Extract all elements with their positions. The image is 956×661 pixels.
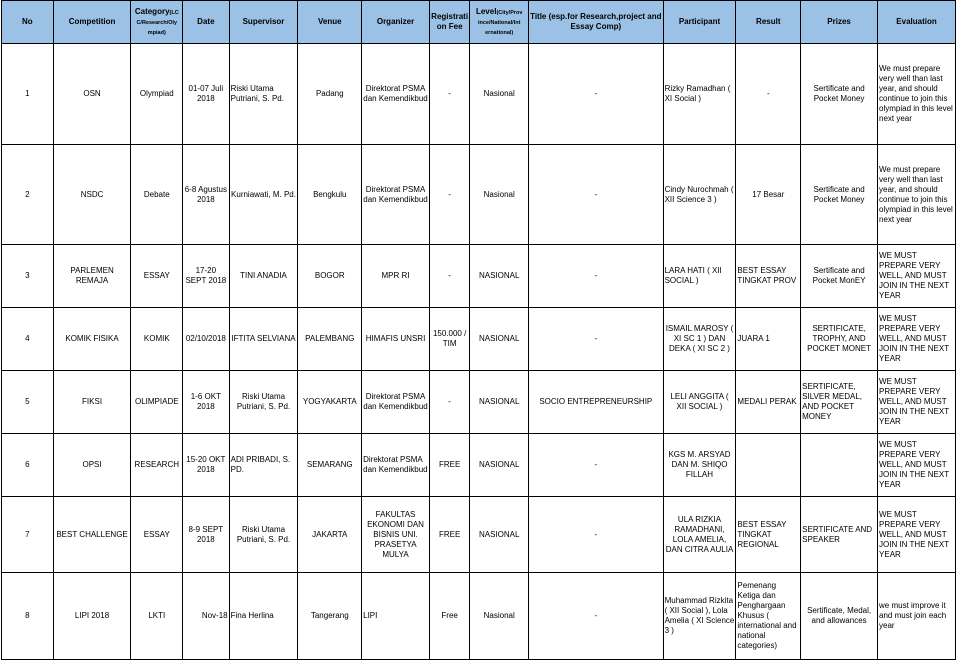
cell-level: Nasional bbox=[470, 145, 529, 245]
cell-date: 8-9 SEPT 2018 bbox=[183, 497, 230, 573]
table-row bbox=[2, 497, 956, 573]
cell-no: 5 bbox=[2, 371, 54, 434]
cell-category: Olympiad bbox=[131, 44, 183, 145]
cell-level: Nasional bbox=[470, 573, 529, 660]
table-row bbox=[2, 145, 956, 245]
cell-participant: ULA RIZKIA RAMADHANI, LOLA AMELIA, DAN CITRA AULIA bbox=[663, 497, 736, 573]
cell-evaluation: WE MUST PREPARE VERY WELL, AND MUST JOIN IN THE NEXT YEAR bbox=[878, 434, 956, 497]
cell-venue: Tangerang bbox=[298, 573, 362, 660]
header-row bbox=[2, 1, 956, 44]
cell-no: 3 bbox=[2, 245, 54, 308]
cell-participant: ISMAIL MAROSY ( XI SC 1 ) DAN DEKA ( XI SC 2 ) bbox=[663, 308, 736, 371]
cell-category: KOMIK bbox=[131, 308, 183, 371]
cell-fee: - bbox=[429, 371, 469, 434]
cell-level: NASIONAL bbox=[470, 434, 529, 497]
cell-supervisor: IFTITA SELVIANA bbox=[229, 308, 298, 371]
cell-no: 4 bbox=[2, 308, 54, 371]
cell-prizes: Sertificate, Medal, and allowances bbox=[801, 573, 878, 660]
cell-prizes: Sertificate and Pocket Money bbox=[801, 145, 878, 245]
cell-organizer: FAKULTAS EKONOMI DAN BISNIS UNI. PRASETYA MULYA bbox=[362, 497, 430, 573]
cell-date: 15-20 OKT 2018 bbox=[183, 434, 230, 497]
table-row bbox=[2, 371, 956, 434]
header-category-main: Category bbox=[134, 7, 170, 16]
cell-evaluation: WE MUST PREPARE VERY WELL, AND MUST JOIN IN THE NEXT YEAR bbox=[878, 497, 956, 573]
cell-title: - bbox=[529, 145, 664, 245]
table-row bbox=[2, 245, 956, 308]
cell-level: NASIONAL bbox=[470, 245, 529, 308]
cell-title: - bbox=[529, 573, 664, 660]
header-supervisor: Supervisor bbox=[229, 1, 298, 44]
header-category-sub: (LC C/Research/Oly mpiad) bbox=[136, 10, 179, 36]
cell-supervisor: Riski Utama Putriani, S. Pd. bbox=[229, 497, 298, 573]
cell-supervisor: Riski Utama Putriani, S. Pd. bbox=[229, 44, 298, 145]
cell-date: 02/10/2018 bbox=[183, 308, 230, 371]
cell-prizes bbox=[801, 434, 878, 497]
cell-venue: SEMARANG bbox=[298, 434, 362, 497]
cell-date: 01-07 Juli 2018 bbox=[183, 44, 230, 145]
cell-participant: Cindy Nurochmah ( XII Science 3 ) bbox=[663, 145, 736, 245]
header-fee: Registrati on Fee bbox=[429, 1, 469, 44]
cell-venue: YOGYAKARTA bbox=[298, 371, 362, 434]
cell-result: - bbox=[736, 44, 801, 145]
cell-evaluation: We must prepare very well than last year, and should continue to join this olympiad in this level next year bbox=[878, 145, 956, 245]
header-venue: Venue bbox=[298, 1, 362, 44]
cell-competition: KOMIK FISIKA bbox=[53, 308, 131, 371]
cell-result: 17 Besar bbox=[736, 145, 801, 245]
cell-category: ESSAY bbox=[131, 497, 183, 573]
cell-organizer: MPR RI bbox=[362, 245, 430, 308]
cell-result: BEST ESSAY TINGKAT PROV bbox=[736, 245, 801, 308]
cell-fee: FREE bbox=[429, 434, 469, 497]
cell-prizes: SERTIFICATE AND SPEAKER bbox=[801, 497, 878, 573]
cell-prizes: SERTIFICATE, TROPHY, AND POCKET MONET bbox=[801, 308, 878, 371]
cell-level: NASIONAL bbox=[470, 497, 529, 573]
cell-date: 6-8 Agustus 2018 bbox=[183, 145, 230, 245]
table-row bbox=[2, 434, 956, 497]
cell-supervisor: Riski Utama Putriani, S. Pd. bbox=[229, 371, 298, 434]
cell-title: SOCIO ENTREPRENEURSHIP bbox=[529, 371, 664, 434]
cell-date: Nov-18 bbox=[183, 573, 230, 660]
cell-competition: LIPI 2018 bbox=[53, 573, 131, 660]
cell-date: 17-20 SEPT 2018 bbox=[183, 245, 230, 308]
header-level-main: Level bbox=[475, 7, 497, 16]
cell-title: - bbox=[529, 434, 664, 497]
cell-evaluation: WE MUST PREPARE VERY WELL, AND MUST JOIN IN THE NEXT YEAR bbox=[878, 371, 956, 434]
cell-title: - bbox=[529, 308, 664, 371]
cell-competition: OSN bbox=[53, 44, 131, 145]
cell-prizes: Sertificate and Pocket Money bbox=[801, 44, 878, 145]
cell-evaluation: we must improve it and must join each year bbox=[878, 573, 956, 660]
cell-participant: LELI ANGGITA ( XII SOCIAL ) bbox=[663, 371, 736, 434]
cell-supervisor: TINI ANADIA bbox=[229, 245, 298, 308]
header-competition: Competition bbox=[53, 1, 131, 44]
header-participant: Participant bbox=[663, 1, 736, 44]
cell-category: Debate bbox=[131, 145, 183, 245]
cell-competition: BEST CHALLENGE bbox=[53, 497, 131, 573]
cell-date: 1-6 OKT 2018 bbox=[183, 371, 230, 434]
cell-participant: LARA HATI ( XII SOCIAL ) bbox=[663, 245, 736, 308]
cell-participant: Muhammad Rizkita ( XII Social ), Lola Amelia ( XI Science 3 ) bbox=[663, 573, 736, 660]
cell-title: - bbox=[529, 497, 664, 573]
cell-fee: - bbox=[429, 145, 469, 245]
cell-competition: NSDC bbox=[53, 145, 131, 245]
cell-venue: BOGOR bbox=[298, 245, 362, 308]
cell-fee: FREE bbox=[429, 497, 469, 573]
cell-organizer: Direktorat PSMA dan Kemendikbud bbox=[362, 145, 430, 245]
cell-supervisor: Fina Herlina bbox=[229, 573, 298, 660]
cell-title: - bbox=[529, 44, 664, 145]
cell-level: Nasional bbox=[470, 44, 529, 145]
cell-evaluation: WE MUST PREPARE VERY WELL, AND MUST JOIN IN THE NEXT YEAR bbox=[878, 308, 956, 371]
cell-evaluation: WE MUST PREPARE VERY WELL, AND MUST JOIN IN THE NEXT YEAR bbox=[878, 245, 956, 308]
cell-result bbox=[736, 434, 801, 497]
cell-venue: Padang bbox=[298, 44, 362, 145]
cell-no: 6 bbox=[2, 434, 54, 497]
cell-participant: Rizky Ramadhan ( XI Social ) bbox=[663, 44, 736, 145]
cell-venue: PALEMBANG bbox=[298, 308, 362, 371]
cell-organizer: Direktorat PSMA dan Kemendikbud bbox=[362, 44, 430, 145]
header-no: No bbox=[2, 1, 54, 44]
header-result: Result bbox=[736, 1, 801, 44]
cell-venue: Bengkulu bbox=[298, 145, 362, 245]
header-evaluation: Evaluation bbox=[878, 1, 956, 44]
header-level-sub: (City/Prov ince/National/Int ernational) bbox=[477, 10, 523, 36]
cell-fee: Free bbox=[429, 573, 469, 660]
table-row bbox=[2, 308, 956, 371]
cell-title: - bbox=[529, 245, 664, 308]
cell-organizer: LIPI bbox=[362, 573, 430, 660]
cell-fee: 150.000 / TIM bbox=[429, 308, 469, 371]
cell-organizer: Direktorat PSMA dan Kemendikbud bbox=[362, 371, 430, 434]
cell-no: 2 bbox=[2, 145, 54, 245]
cell-category: OLIMPIADE bbox=[131, 371, 183, 434]
cell-organizer: HIMAFIS UNSRI bbox=[362, 308, 430, 371]
cell-fee: - bbox=[429, 245, 469, 308]
cell-organizer: Direktorat PSMA dan Kemendikbud bbox=[362, 434, 430, 497]
header-category bbox=[131, 1, 183, 44]
cell-level: NASIONAL bbox=[470, 308, 529, 371]
header-level bbox=[470, 1, 529, 44]
competition-table bbox=[1, 0, 956, 660]
cell-no: 1 bbox=[2, 44, 54, 145]
cell-supervisor: ADI PRIBADI, S. PD. bbox=[229, 434, 298, 497]
cell-fee: - bbox=[429, 44, 469, 145]
cell-result: MEDALI PERAK bbox=[736, 371, 801, 434]
header-prizes: Prizes bbox=[801, 1, 878, 44]
table-row bbox=[2, 573, 956, 660]
cell-category: LKTI bbox=[131, 573, 183, 660]
cell-prizes: Sertificate and Pocket MonEY bbox=[801, 245, 878, 308]
cell-participant: KGS M. ARSYAD DAN M. SHIQO FILLAH bbox=[663, 434, 736, 497]
cell-competition: PARLEMEN REMAJA bbox=[53, 245, 131, 308]
cell-result: Pemenang Ketiga dan Penghargaan Khusus ( international and national categories) bbox=[736, 573, 801, 660]
cell-no: 8 bbox=[2, 573, 54, 660]
cell-no: 7 bbox=[2, 497, 54, 573]
cell-category: RESEARCH bbox=[131, 434, 183, 497]
header-title: Title (esp.for Research,project and Essay Comp) bbox=[529, 1, 664, 44]
cell-supervisor: Kurniawati, M. Pd. bbox=[229, 145, 298, 245]
header-date: Date bbox=[183, 1, 230, 44]
cell-category: ESSAY bbox=[131, 245, 183, 308]
cell-level: NASIONAL bbox=[470, 371, 529, 434]
cell-result: BEST ESSAY TINGKAT REGIONAL bbox=[736, 497, 801, 573]
cell-venue: JAKARTA bbox=[298, 497, 362, 573]
cell-evaluation: We must prepare very well than last year, and should continue to join this olympiad in this level next year bbox=[878, 44, 956, 145]
cell-prizes: SERTIFICATE, SILVER MEDAL, AND POCKET MONEY bbox=[801, 371, 878, 434]
cell-competition: OPSI bbox=[53, 434, 131, 497]
table-row bbox=[2, 44, 956, 145]
header-organizer: Organizer bbox=[362, 1, 430, 44]
cell-result: JUARA 1 bbox=[736, 308, 801, 371]
cell-competition: FIKSI bbox=[53, 371, 131, 434]
